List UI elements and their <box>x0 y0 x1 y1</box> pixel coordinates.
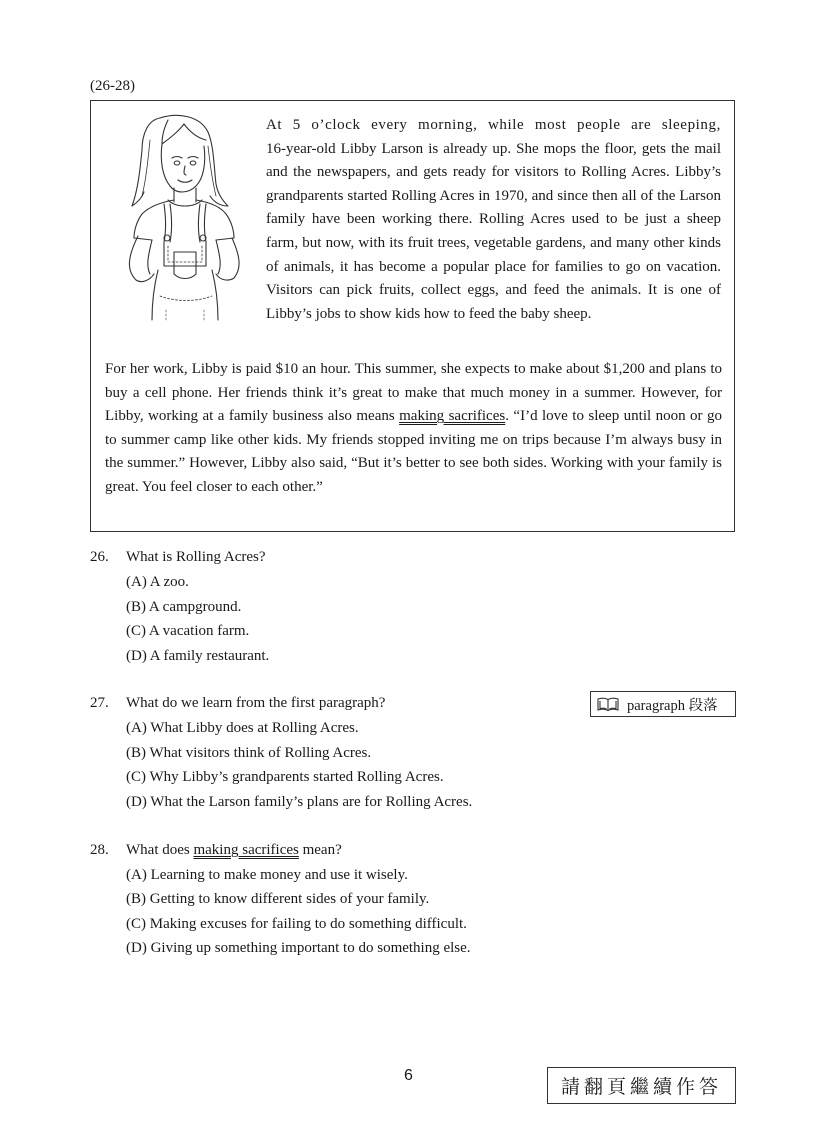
option-b: (B) Getting to know different sides of your family. <box>126 891 430 907</box>
passage-paragraph-1-first-line: At 5 o’clock every morning, while most people are sleeping, <box>266 117 721 133</box>
girl-in-overalls-illustration <box>108 110 258 325</box>
vocabulary-note <box>590 691 736 717</box>
passage-paragraph-2-after: . “I’d love to sleep until noon or go to summer camp like other kids. My friends stopped inviting me on trips because I’m always busy in the summer.” However, Libby also said, “But it’s better to see both sides. Working with your family is great. You feel closer to each other.” <box>105 408 723 495</box>
vocabulary-note-text: paragraph 段落 <box>627 697 718 714</box>
book-icon <box>597 697 619 712</box>
question-number: 27. <box>90 695 109 711</box>
question-range-label: (26-28) <box>90 78 135 94</box>
highlighted-phrase: making sacrifices <box>193 842 299 858</box>
option-d: (D) Giving up something important to do something else. <box>126 940 471 956</box>
passage-paragraph-2-before: For her work, Libby is paid $10 an hour. This summer, she expects to make about $1,200 and plans to buy a cell phone. Her friends think it’s great to make that much money in a summer. However, for Libby, working at a family business also means <box>105 361 722 425</box>
highlighted-phrase: making sacrifices <box>399 408 506 425</box>
question-number: 28. <box>90 842 109 858</box>
option-d: (D) A family restaurant. <box>126 647 270 664</box>
passage-paragraph-1 <box>266 114 721 326</box>
page-number: 6 <box>404 1067 413 1084</box>
option-a: (A) What Libby does at Rolling Acres. <box>126 720 359 736</box>
question-text <box>126 842 342 859</box>
question-text: What do we learn from the first paragraph? <box>126 695 386 711</box>
option-c: (C) Why Libby’s grandparents started Rolling Acres. <box>126 769 444 785</box>
option-c: (C) A vacation farm. <box>126 623 250 639</box>
option-a: (A) A zoo. <box>126 574 189 590</box>
option-c: (C) Making excuses for failing to do something difficult. <box>126 915 467 932</box>
option-d: (D) What the Larson family’s plans are for Rolling Acres. <box>126 793 473 810</box>
question-text-after: mean? <box>298 842 342 858</box>
passage-paragraph-1-rest: 16-year-old Libby Larson is already up. She mops the floor, gets the mail and the newspapers, and gets ready for visitors to Rolling Acres. Libby’s grandparents started Rolling Acres in 1970, and since then all of the Larson family have been working there. Rolling Acres used to be just a sheep farm, but now, with its fruit trees, vegetable gardens, and many other kinds of animals, it has become a popular place for families to go on vacation. Visitors can pick fruits, collect eggs, and feed the animals. It is one of Libby’s jobs to show kids how to feed the baby sheep. <box>266 140 721 322</box>
option-b: (B) A campground. <box>126 598 242 615</box>
option-a: (A) Learning to make money and use it wisely. <box>126 866 408 883</box>
continue-instruction-box: 請翻頁繼續作答 <box>547 1067 736 1104</box>
question-number: 26. <box>90 549 109 565</box>
option-b: (B) What visitors think of Rolling Acres. <box>126 744 372 761</box>
passage-paragraph-2 <box>105 358 722 500</box>
question-text-before: What does <box>126 842 194 858</box>
question-text: What is Rolling Acres? <box>126 549 266 565</box>
